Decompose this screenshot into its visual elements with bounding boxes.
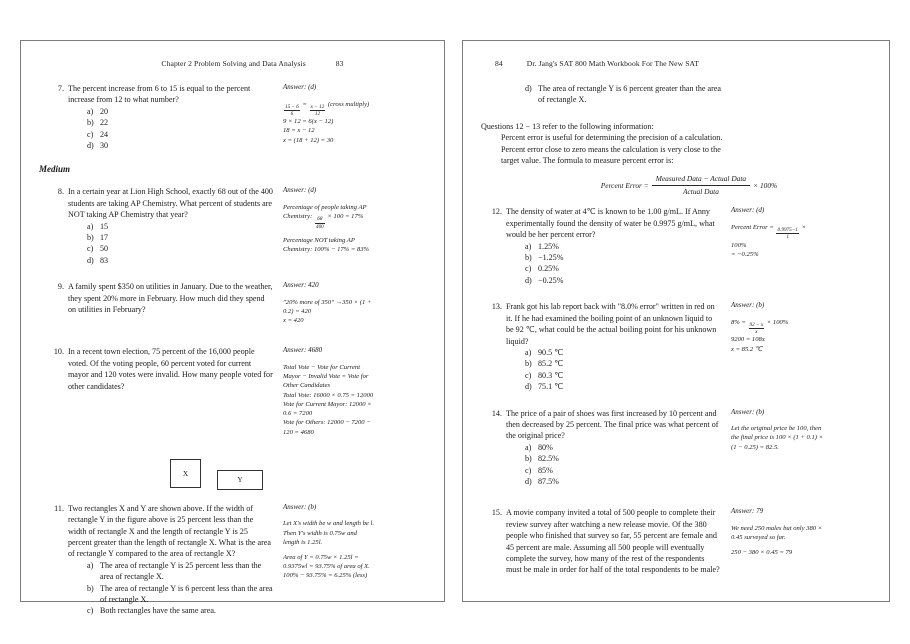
fraction-denominator: 400 — [315, 223, 324, 230]
question-body — [31, 503, 273, 617]
question-row — [31, 186, 434, 266]
right-page-running-head — [473, 59, 879, 69]
choice-letter: b) — [87, 583, 94, 593]
question-number: 10. — [53, 347, 64, 357]
choice-letter: c) — [87, 606, 94, 616]
question-body — [31, 186, 273, 266]
choice-letter: b) — [87, 233, 94, 243]
choice-item[interactable] — [87, 243, 273, 254]
solution-line: x = (18 + 12) = 30 — [283, 136, 334, 144]
question-body — [31, 281, 273, 315]
solution-line: 9200 = 108x — [731, 336, 765, 344]
question-text: In a recent town election, 75 percent of the 16,000 people voted. Of the voting people, 60 percent voted for current mayor and 120 votes were invalid. How many people voted for other candidates? — [68, 347, 273, 391]
passage-title: Questions 12 − 13 refer to the following information: — [481, 121, 654, 131]
question-body — [473, 507, 721, 575]
solution-line: Vote for Current Mayor: 12000 × — [283, 400, 372, 408]
solution-line-suffix: × 100 = 17% — [327, 213, 364, 221]
solution-line: 120 = 4680 — [283, 428, 314, 436]
solution-line: 250 − 380 × 0.45 = 79 — [731, 549, 793, 557]
choice-item[interactable] — [525, 381, 721, 392]
formula-left-side: Percent Error = — [600, 181, 649, 191]
rectangle-y — [217, 470, 263, 490]
formula-numerator: Measured Data − Actual Data — [652, 174, 750, 186]
choice-item[interactable] — [525, 370, 721, 381]
choice-item[interactable] — [525, 347, 721, 358]
question-row — [473, 206, 879, 286]
question-number: 11. — [54, 503, 64, 513]
solution-line-prefix: 8% = — [731, 318, 746, 326]
left-page-running-head — [31, 59, 434, 69]
question-row — [31, 83, 434, 151]
choice-item[interactable] — [87, 605, 273, 616]
solution-line: Total Vote: 16000 × 0.75 = 12000 — [283, 391, 374, 399]
fraction-numerator: 0.9975−1 — [777, 227, 798, 234]
choice-list — [49, 106, 273, 152]
choice-text: 82.5% — [538, 454, 559, 464]
question-body — [31, 346, 273, 392]
solution-column — [273, 503, 434, 587]
choice-letter: b) — [525, 359, 532, 369]
choice-letter: a) — [87, 106, 94, 116]
choice-item[interactable] — [525, 465, 721, 476]
fraction-numerator: 15 − 6 — [285, 103, 299, 110]
solution-line: length is 1.25l. — [283, 538, 323, 546]
solution-work — [731, 548, 879, 557]
question-body — [473, 408, 721, 488]
solution-column — [273, 83, 434, 151]
percent-error-formula — [473, 174, 879, 197]
choice-text: 83 — [100, 255, 109, 265]
choice-letter: b) — [87, 118, 94, 128]
fraction-numerator: 68 — [315, 216, 325, 223]
solution-line: Percentage NOT taking AP — [283, 236, 355, 244]
choice-letter: b) — [525, 454, 532, 464]
solution-work — [283, 236, 434, 254]
solution-line-prefix: Percent Error = — [731, 224, 774, 232]
choice-letter: c) — [87, 129, 94, 139]
choice-item[interactable] — [87, 140, 273, 151]
solution-line: Let the original price be 100, then — [731, 425, 822, 433]
solution-equation-line — [731, 223, 879, 241]
fraction — [315, 216, 325, 229]
question-number: 8. — [57, 187, 64, 197]
difficulty-section-label: Medium — [39, 164, 71, 175]
formula-tail: × 100% — [753, 181, 778, 191]
solution-line: Chemistry: 100% − 17% = 83% — [283, 246, 369, 254]
fraction — [284, 104, 300, 117]
choice-list — [49, 221, 273, 267]
solution-work — [283, 100, 434, 145]
question-row — [473, 408, 879, 488]
choice-text: Both rectangles have the same area. — [100, 606, 216, 616]
choice-item[interactable] — [87, 129, 273, 140]
choice-text: The area of rectangle Y is 6 percent greater than the area of rectangle X. — [538, 84, 721, 105]
solution-line: Let X's width be w and length be l. — [283, 520, 374, 528]
solution-line: x = 420 — [283, 317, 304, 325]
answer-label: Answer: (d) — [283, 186, 317, 195]
rectangle-x — [170, 459, 201, 488]
answer-label: Answer: 420 — [283, 281, 319, 290]
answer-label: Answer: 4680 — [283, 346, 323, 355]
question-text: The price of a pair of shoes was first increased by 10 percent and then decreased by 25 percent. The final price was what percent of the original price? — [506, 408, 719, 441]
answer-label: Answer: (b) — [731, 407, 765, 416]
solution-line: We need 250 males but only 380 × — [731, 524, 823, 532]
choice-text: 80.3 ℃ — [538, 370, 564, 380]
question-number: 13. — [491, 302, 502, 312]
left-running-head-title: Chapter 2 Problem Solving and Data Analysis — [161, 59, 306, 68]
solution-line: Area of Y = 0.75w × 1.25l = — [283, 553, 359, 561]
continued-choice-row — [473, 83, 879, 106]
question-body — [473, 83, 721, 106]
question-row — [31, 281, 434, 331]
right-page — [462, 40, 890, 602]
question-row — [31, 503, 434, 617]
solution-line-prefix: Chemistry: — [283, 213, 313, 221]
choice-text: 80% — [538, 442, 553, 452]
fraction — [776, 227, 798, 240]
choice-item[interactable] — [525, 83, 721, 106]
choice-text: The area of rectangle Y is 6 percent less than the area of rectangle X. — [100, 583, 273, 604]
question-body — [473, 206, 721, 286]
fraction-numerator: x − 12 — [310, 103, 325, 110]
question-text: Two rectangles X and Y are shown above. If the width of rectangle Y in the figure above is 25 percent less than the width of rectangle X and the length of rectangle Y is 25 percent greater than the length of rectangle X. What is the area of rectangle Y compared to the area of rectangle X? — [68, 503, 271, 559]
choice-text: 15 — [100, 221, 109, 231]
choice-letter: a) — [525, 241, 532, 251]
question-body — [31, 83, 273, 151]
solution-line-suffix: × — [801, 224, 806, 232]
choice-letter: d) — [525, 275, 532, 285]
choice-letter: d) — [87, 255, 94, 265]
choice-letter: a) — [87, 560, 94, 570]
solution-column — [721, 507, 879, 563]
choice-item[interactable] — [87, 560, 273, 583]
solution-line: 18 = x − 12 — [283, 127, 315, 135]
solution-line: Then Y's width is 0.75w and — [283, 529, 357, 537]
solution-column — [721, 301, 879, 360]
choice-text: 22 — [100, 118, 109, 128]
solution-line: 100% — [731, 241, 747, 249]
choice-text: −1.25% — [538, 253, 564, 263]
solution-work — [283, 553, 434, 581]
passage-body: Percent error is useful for determining the precision of a calculation. Percent error close to zero means the calculation is very close to the target value. The formula to measure percent error is: — [501, 133, 723, 166]
question-text: The percent increase from 6 to 15 is equal to the percent increase from 12 to what number? — [68, 84, 251, 105]
choice-item[interactable] — [525, 476, 721, 487]
choice-item[interactable] — [525, 252, 721, 263]
choice-item[interactable] — [525, 453, 721, 464]
solution-line: x = 85.2 ℃ — [731, 345, 763, 353]
solution-line: Percentage of people taking AP — [283, 204, 367, 212]
choice-letter: d) — [525, 382, 532, 392]
solution-equation-line — [283, 212, 434, 230]
left-page-folio: 83 — [335, 59, 344, 68]
solution-work — [283, 363, 434, 437]
passage-block — [473, 121, 735, 167]
solution-line: 9 × 12 = 6(x − 12) — [283, 118, 334, 126]
choice-item[interactable] — [525, 442, 721, 453]
choice-list — [49, 560, 273, 617]
formula-fraction — [652, 174, 750, 197]
choice-text: 1.25% — [538, 241, 559, 251]
solution-column — [273, 346, 434, 442]
solution-line: 0.9375wl = 93.75% of area of X. — [283, 563, 370, 571]
choice-letter: c) — [87, 244, 94, 254]
formula-denominator: Actual Data — [682, 187, 719, 197]
solution-line: 0.2) = 420 — [283, 308, 312, 316]
solution-work — [731, 318, 879, 354]
choice-item[interactable] — [87, 117, 273, 128]
choice-text: 24 — [100, 129, 109, 139]
choice-letter: b) — [525, 253, 532, 263]
solution-work — [731, 524, 879, 542]
answer-label: Answer: 79 — [731, 507, 764, 516]
solution-note: (cross multiply) — [327, 100, 370, 108]
solution-column — [273, 186, 434, 260]
choice-letter: d) — [87, 141, 94, 151]
fraction — [749, 322, 765, 335]
choice-text: 20 — [100, 106, 109, 116]
choice-text: 85.2 ℃ — [538, 359, 564, 369]
rectangles-figure — [31, 459, 434, 493]
question-row — [473, 507, 879, 575]
choice-text: 85% — [538, 465, 553, 475]
equals-sign: = — [302, 100, 307, 108]
choice-list — [487, 241, 721, 287]
choice-item[interactable] — [525, 241, 721, 252]
choice-item[interactable] — [87, 583, 273, 606]
answer-label: Answer: (d) — [283, 83, 317, 91]
choice-letter: c) — [525, 264, 532, 274]
solution-line: the final price is 100 × (1 + 0.1) × — [731, 434, 824, 442]
question-row — [31, 346, 434, 442]
right-page-folio: 84 — [495, 59, 503, 68]
choice-list — [487, 442, 721, 488]
question-number: 15. — [491, 508, 502, 518]
solution-line: 0.6 = 7200 — [283, 410, 313, 418]
answer-label: Answer: (b) — [283, 502, 317, 511]
question-text: A family spent $350 on utilities in January. Due to the weather, they spent 20% more in February. How much did they spend on utilities in February? — [68, 282, 273, 315]
rectangle-x-label: X — [182, 468, 189, 478]
choice-text: 0.25% — [538, 264, 559, 274]
solution-line: = −0.25% — [731, 250, 759, 258]
choice-letter: d) — [525, 476, 532, 486]
question-text: A movie company invited a total of 500 people to complete their review survey after watching a new release movie. Of the 380 people who finished that survey so far, 55 percent are female and 45 percent are male. Assuming all 500 people will eventually complete the survey, how many of the rest of the respondents must be male in order for half of the total respondents to be male? — [506, 508, 720, 575]
solution-work — [283, 519, 434, 547]
choice-list — [487, 83, 721, 106]
answer-label: Answer: (b) — [731, 301, 765, 310]
choice-item[interactable] — [525, 263, 721, 274]
choice-item[interactable] — [525, 275, 721, 286]
choice-item[interactable] — [87, 106, 273, 117]
fraction-numerator: 92 − x — [749, 322, 764, 329]
choice-item[interactable] — [87, 221, 273, 232]
solution-work — [731, 223, 879, 259]
question-text: Frank got his lab report back with "8.0% error" written in red on it. If he had examined the boiling point of an unknown liquid to be 92 ℃, what could be the actual boiling point for his unknown liquid? — [506, 302, 717, 346]
question-number: 9. — [57, 282, 64, 292]
solution-equation-line — [731, 318, 879, 336]
solution-work — [731, 424, 879, 452]
question-number: 14. — [491, 408, 502, 418]
solution-line: Mayor − Invalid Vote = Vote for — [283, 373, 369, 381]
right-running-head-title: Dr. Jang's SAT 800 Math Workbook For The New SAT — [526, 59, 699, 68]
question-number: 7. — [57, 84, 64, 93]
choice-letter: a) — [525, 347, 532, 357]
choice-letter: a) — [525, 442, 532, 452]
choice-text: 17 — [100, 233, 109, 243]
question-body — [473, 301, 721, 392]
solution-column — [273, 281, 434, 331]
solution-work — [283, 203, 434, 230]
solution-line-suffix: × 100% — [766, 318, 789, 326]
choice-text: 75.1 ℃ — [538, 382, 564, 392]
fraction-denominator: 1 — [786, 234, 789, 241]
choice-letter: a) — [87, 221, 94, 231]
answer-label: Answer: (d) — [731, 206, 765, 215]
choice-list — [487, 347, 721, 393]
solution-line: 100% − 93.75% = 6.25% (less) — [283, 572, 368, 580]
choice-item[interactable] — [87, 232, 273, 243]
solution-work — [283, 298, 434, 326]
choice-item[interactable] — [87, 255, 273, 266]
solution-equation-line — [283, 100, 434, 118]
question-number: 12. — [491, 207, 502, 217]
fraction-denominator: 6 — [290, 110, 294, 117]
choice-text: 50 — [100, 244, 109, 254]
question-text: In a certain year at Lion High School, exactly 68 out of the 400 students are taking AP Chemistry. What percent of students are NOT taking AP Chemistry that year? — [68, 187, 273, 220]
solution-line: 0.45 surveyed so far. — [731, 534, 786, 542]
choice-text: The area of rectangle Y is 25 percent less than the area of rectangle X. — [100, 560, 262, 582]
rectangle-y-label: Y — [237, 475, 243, 485]
solution-line: Other Candidates — [283, 382, 331, 390]
choice-letter: c) — [525, 370, 532, 380]
solution-line: (1 − 0.25) = 82.5. — [731, 443, 779, 451]
left-page — [20, 40, 445, 616]
choice-item[interactable] — [525, 358, 721, 369]
solution-column — [721, 408, 879, 458]
fraction-denominator: 12 — [314, 110, 321, 117]
question-text: The density of water at 4℃ is known to be 1.00 g/mL. If Anny experimentally found the density of water be 0.9975 g/mL, what would be her percent error? — [506, 207, 715, 240]
fraction — [310, 104, 326, 117]
question-row — [473, 301, 879, 392]
solution-line: Total Vote − Vote for Current — [283, 364, 361, 372]
choice-text: 87.5% — [538, 476, 559, 486]
choice-letter: d) — [525, 84, 532, 93]
solution-line: "20% more of 350" →350 × (1 + — [283, 298, 372, 306]
choice-letter: c) — [525, 465, 532, 475]
choice-text: 30 — [100, 141, 109, 151]
solution-column — [721, 206, 879, 265]
solution-line: Vote for Others: 12000 − 7200 − — [283, 419, 371, 427]
fraction-denominator: x — [755, 329, 758, 336]
choice-text: 90.5 ℃ — [538, 347, 564, 357]
choice-text: −0.25% — [538, 275, 564, 285]
